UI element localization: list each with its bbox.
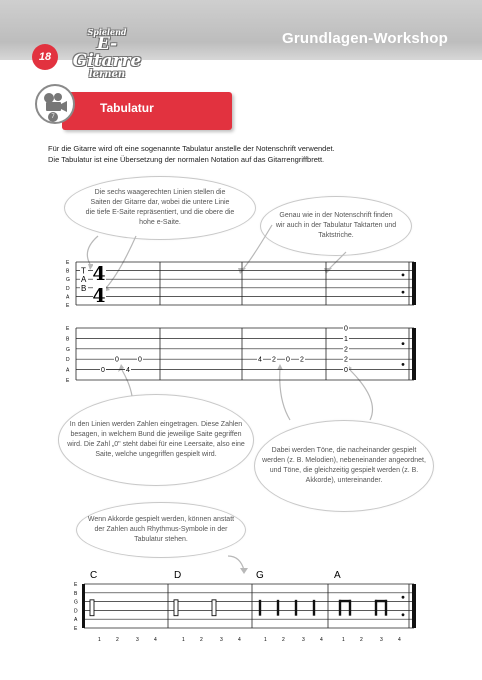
section-title: Tabulatur — [100, 101, 154, 115]
intro-line-2: Die Tabulatur ist eine Übersetzung der normalen Notation auf das Gitarrengriffbrett. — [48, 155, 325, 164]
staff1-string-label: D — [66, 285, 70, 292]
intro-line-1: Für die Gitarre wird oft eine sogenannte Tabulatur anstelle der Notenschrift verwendet. — [48, 144, 335, 153]
staff2-string-label: A — [66, 367, 70, 374]
bubble-bars-text: Genau wie in der Notenschrift finden wir auch in der Tabulatur Taktarten und Taktstriche. — [275, 212, 397, 239]
staff1-repeat-dot — [402, 274, 405, 277]
staff2-end-thick-line — [412, 328, 416, 380]
staff3-repeat-dot — [402, 613, 405, 616]
tab-clef-letter: A — [81, 275, 87, 285]
rhythm-slash-hollow — [90, 600, 94, 616]
fret-number: 0 — [286, 356, 290, 364]
section-number: 7 — [48, 112, 58, 122]
pointer-arrows — [87, 225, 372, 570]
beat-number: 3 — [136, 637, 139, 643]
staff-3 — [74, 570, 416, 643]
beat-number: 3 — [220, 637, 223, 643]
staff2-string-label: E — [66, 326, 70, 332]
arrow-to-barline-1 — [242, 225, 272, 270]
eighth-beam — [339, 600, 351, 602]
staff3-string-label: E — [74, 582, 78, 588]
time-signature-bottom: 4 — [92, 285, 106, 307]
beat-number: 4 — [398, 637, 401, 643]
arrow-to-barline-2 — [328, 252, 346, 270]
staff1-end-thick-line — [412, 262, 416, 305]
beat-number: 4 — [154, 637, 157, 643]
staff1-string-label: B — [66, 268, 70, 275]
bubble-numbers-text: In den Linien werden Zahlen eingetragen. Diese Zahlen besagen, in welchem Bund die jeweilige Saite gegriffen wird. Die Zahl „0" steht dabei für eine Leersaite, also eine Saite, welche ungegriffen gespielt wird. — [67, 421, 245, 458]
fret-number: 2 — [272, 356, 276, 364]
beat-number: 1 — [342, 637, 345, 643]
fret-number: 0 — [138, 356, 142, 364]
rhythm-slash-filled — [277, 600, 279, 616]
staff2-repeat-dot — [402, 363, 405, 366]
staff-1 — [66, 260, 416, 309]
beat-number: 2 — [360, 637, 363, 643]
rhythm-slash-hollow — [174, 600, 178, 616]
rhythm-slash-filled — [259, 600, 261, 616]
staff3-start-thick — [82, 584, 85, 628]
arrow-to-melody — [280, 368, 290, 420]
chord-fret-number: 0 — [344, 367, 348, 375]
beat-number: 2 — [200, 637, 203, 643]
bubble-six-lines-text: Die sechs waagerechten Linien stellen die Saiten der Gitarre dar, wobei die untere Linie die tiefe E-Saite repräsentiert, und die obere die hohe e-Saite. — [85, 189, 235, 226]
staff2-string-label: D — [66, 357, 70, 364]
staff1-repeat-dot — [402, 291, 405, 294]
beat-number: 4 — [320, 637, 323, 643]
staff1-string-label: G — [66, 277, 70, 284]
beat-number: 3 — [380, 637, 383, 643]
beat-number: 2 — [116, 637, 119, 643]
bubble-chords-text: Wenn Akkorde gespielt werden, können anstatt der Zahlen auch Rhythmus-Symbole in der Tabulatur stehen. — [87, 516, 235, 543]
logo-line1: Spielend — [87, 27, 127, 37]
logo-line2: E-Gitarre — [72, 34, 142, 71]
staff3-repeat-dot — [402, 596, 405, 599]
chord-fret-number: 1 — [344, 335, 348, 343]
staff3-string-label: G — [74, 599, 78, 606]
chord-fret-number: 2 — [344, 356, 348, 364]
staff3-string-label: D — [74, 608, 78, 615]
chord-name: C — [90, 570, 98, 581]
beat-number: 1 — [182, 637, 185, 643]
staff1-string-label: A — [66, 294, 70, 301]
beat-number: 3 — [302, 637, 305, 643]
staff2-string-label: B — [66, 336, 70, 343]
beat-number: 1 — [98, 637, 101, 643]
chord-fret-number: 0 — [344, 325, 348, 333]
tab-clef-letter: T — [81, 266, 86, 276]
beat-number: 2 — [282, 637, 285, 643]
beat-number: 1 — [264, 637, 267, 643]
chord-name: G — [256, 570, 264, 581]
arrow-to-rhythm — [228, 556, 244, 570]
page-number-badge: 18 — [32, 44, 58, 70]
beat-number: 4 — [238, 637, 241, 643]
fret-number: 4 — [126, 367, 130, 375]
arrow-to-chord — [350, 370, 373, 420]
bubble-tones-text: Dabei werden Töne, die nacheinander gespielt werden (z. B. Melodien), nebeneinander angeordnet, und Töne, die gleichzeitig gespielt werden (z. B. Akkorde), untereinander. — [262, 447, 426, 484]
fret-number: 0 — [115, 356, 119, 364]
eighth-beam — [375, 600, 387, 602]
staff2-repeat-dot — [402, 342, 405, 345]
rhythm-slash-filled — [295, 600, 297, 616]
chord-name: D — [174, 570, 182, 581]
arrow-to-strings — [87, 236, 98, 264]
staff2-string-label: G — [66, 346, 70, 353]
logo-line3: lernen — [88, 69, 126, 80]
chord-name: A — [334, 570, 341, 581]
arrowheads — [88, 264, 352, 574]
staff3-string-label: A — [74, 617, 78, 624]
chord-fret-number: 2 — [344, 346, 348, 354]
staff2-string-label: E — [66, 378, 70, 384]
staff1-string-label: E — [66, 260, 70, 266]
header-title: Grundlagen-Workshop — [281, 30, 448, 47]
tab-clef-letter: B — [81, 283, 87, 293]
fret-number: 0 — [101, 367, 105, 375]
fret-number: 2 — [300, 356, 304, 364]
fret-number: 4 — [258, 356, 262, 364]
staff3-string-label: B — [74, 590, 78, 597]
rhythm-slash-hollow — [212, 600, 216, 616]
time-signature-top: 4 — [92, 263, 106, 285]
staff3-end-thick-line — [412, 584, 416, 628]
rhythm-slash-filled — [313, 600, 315, 616]
staff1-string-label: E — [66, 303, 70, 309]
staff3-string-label: E — [74, 626, 78, 632]
staff-2 — [66, 324, 416, 384]
